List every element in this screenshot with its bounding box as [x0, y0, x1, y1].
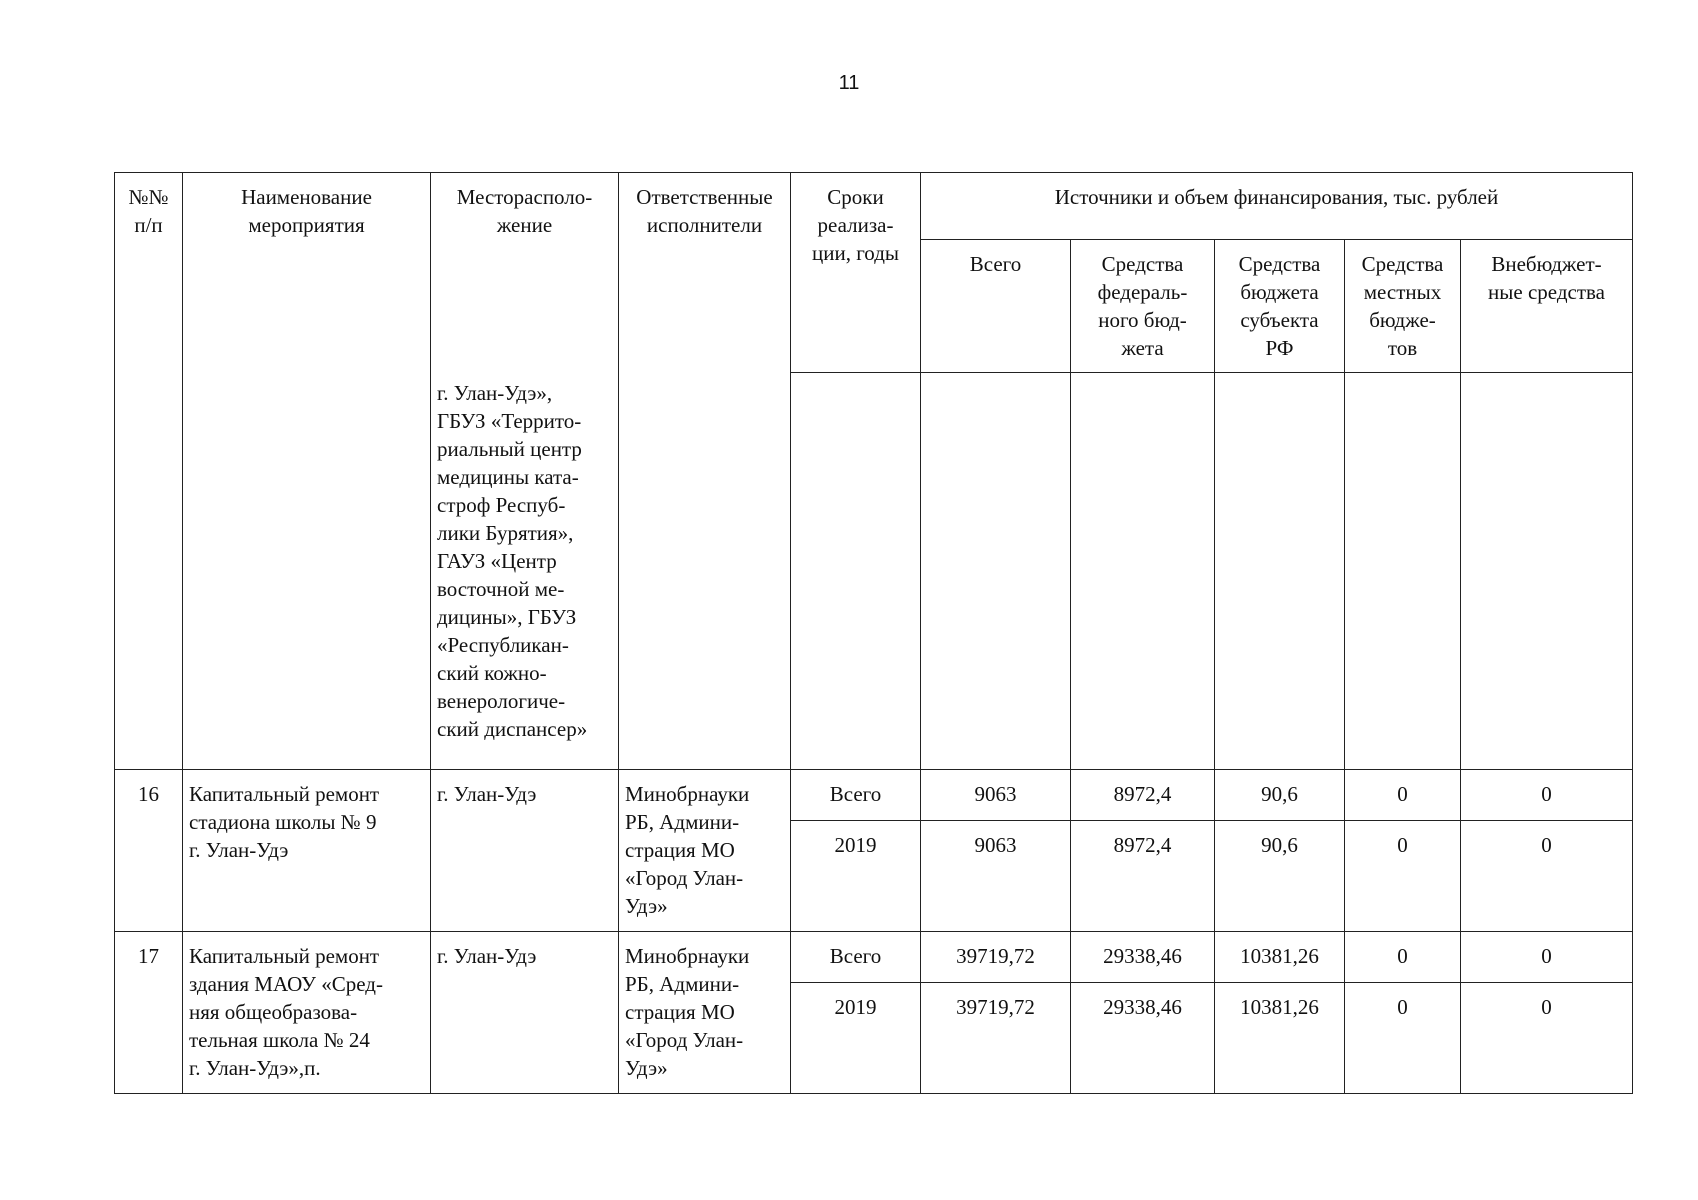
row-total: 9063	[921, 770, 1071, 821]
row-federal: 8972,4	[1071, 770, 1215, 821]
header-local: Средства местных бюдже- тов	[1345, 240, 1461, 373]
row-period: 2019	[791, 983, 921, 1094]
row-location: г. Улан-Удэ	[431, 932, 619, 1094]
header-federal: Средства федераль- ного бюд- жета	[1071, 240, 1215, 373]
row-extra: 0	[1461, 932, 1633, 983]
row-regional: 10381,26	[1215, 983, 1345, 1094]
financing-table	[114, 172, 1633, 1094]
table-row	[115, 932, 1633, 983]
row-federal: 29338,46	[1071, 932, 1215, 983]
row-regional: 10381,26	[1215, 932, 1345, 983]
row-num: 17	[115, 932, 183, 1094]
row-executors: Минобрнауки РБ, Админи- страция МО «Город Улан- Удэ»	[619, 770, 791, 932]
continuation-extra	[1461, 373, 1633, 770]
continuation-total	[921, 373, 1071, 770]
row-name: Капитальный ремонт здания МАОУ «Сред- няя общеобразова- тельная школа № 24 г. Улан-Удэ»,п.	[183, 932, 431, 1094]
row-extra: 0	[1461, 983, 1633, 1094]
row-period: Всего	[791, 770, 921, 821]
row-regional: 90,6	[1215, 821, 1345, 932]
header-row	[115, 173, 1633, 240]
row-local: 0	[1345, 770, 1461, 821]
continuation-location: г. Улан-Удэ», ГБУЗ «Террито- риальный центр медицины ката- строф Респуб- лики Бурятия», ГАУЗ «Центр восточной ме- дицины», ГБУЗ «Республикан- ский кожно- венерологиче- ский диспансер»	[431, 373, 619, 770]
row-local: 0	[1345, 983, 1461, 1094]
continuation-federal	[1071, 373, 1215, 770]
row-federal: 8972,4	[1071, 821, 1215, 932]
row-period: 2019	[791, 821, 921, 932]
header-period: Сроки реализа- ции, годы	[791, 173, 921, 373]
row-name: Капитальный ремонт стадиона школы № 9 г. Улан-Удэ	[183, 770, 431, 932]
page-number: 11	[838, 72, 860, 94]
row-local: 0	[1345, 932, 1461, 983]
header-regional: Средства бюджета субъекта РФ	[1215, 240, 1345, 373]
table-row	[115, 770, 1633, 821]
header-location: Месторасполо- жение	[431, 173, 619, 373]
row-extra: 0	[1461, 821, 1633, 932]
row-executors: Минобрнауки РБ, Админи- страция МО «Город Улан- Удэ»	[619, 932, 791, 1094]
row-extra: 0	[1461, 770, 1633, 821]
header-num: №№ п/п	[115, 173, 183, 770]
row-total: 9063	[921, 821, 1071, 932]
continuation-period	[791, 373, 921, 770]
header-financing: Источники и объем финансирования, тыс. рублей	[921, 173, 1633, 240]
row-total: 39719,72	[921, 983, 1071, 1094]
header-total: Всего	[921, 240, 1071, 373]
header-name: Наименование мероприятия	[183, 173, 431, 770]
row-federal: 29338,46	[1071, 983, 1215, 1094]
row-num: 16	[115, 770, 183, 932]
row-local: 0	[1345, 821, 1461, 932]
row-period: Всего	[791, 932, 921, 983]
continuation-local	[1345, 373, 1461, 770]
header-extra: Внебюджет- ные средства	[1461, 240, 1633, 373]
row-total: 39719,72	[921, 932, 1071, 983]
row-location: г. Улан-Удэ	[431, 770, 619, 932]
row-regional: 90,6	[1215, 770, 1345, 821]
header-executors: Ответственные исполнители	[619, 173, 791, 770]
continuation-regional	[1215, 373, 1345, 770]
